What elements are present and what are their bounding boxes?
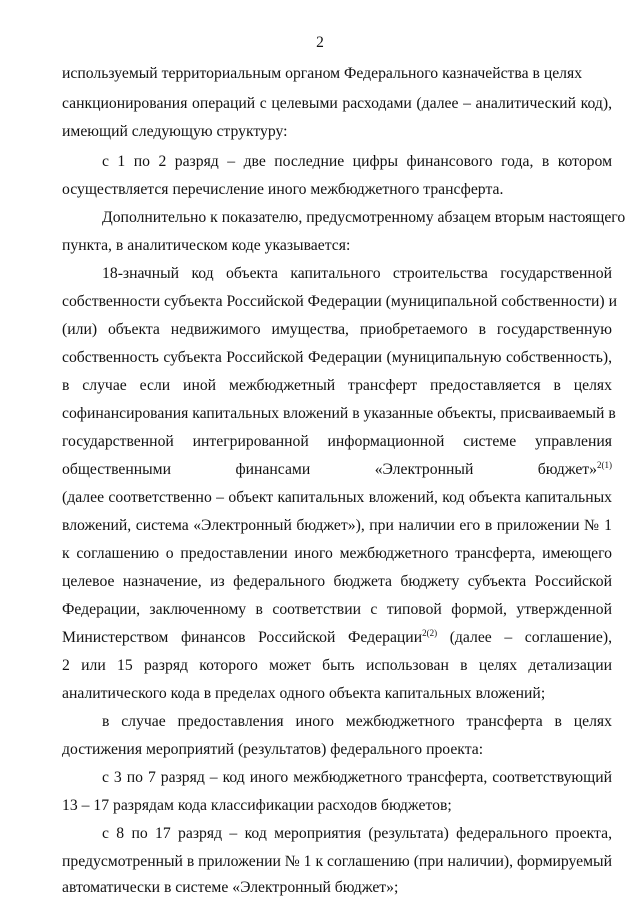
text-line: в случае если иной межбюджетный трансферт предоставляется в целях — [62, 377, 612, 394]
text-line: Федерации, заключенному в соответствии с типовой формой, утвержденной — [62, 601, 612, 618]
text-line-main: общественными финансами «Электронный бюджет» — [62, 461, 597, 478]
text-line: пункта, в аналитическом коде указывается: — [62, 237, 351, 254]
text-line: с 3 по 7 разряд – код иного межбюджетного трансферта, соответствующий — [102, 769, 612, 786]
text-line: Дополнительно к показателю, предусмотренному абзацем вторым настоящего — [102, 209, 626, 226]
text-line: софинансирования капитальных вложений в указанные объекты, присваиваемый в — [62, 405, 616, 422]
text-line: (далее соответственно – объект капитальных вложений, код объекта капитальных — [62, 489, 612, 506]
text-line: собственность субъекта Российской Федерации (муниципальную собственность), — [62, 349, 612, 366]
text-line: собственности субъекта Российской Федерации (муниципальной собственности) и — [62, 293, 617, 310]
text-line-main: Министерством финансов Российской Федерации — [62, 629, 423, 646]
text-line — [62, 628, 612, 648]
footnote-ref: 2(2) — [422, 628, 438, 638]
footnote-ref: 2(1) — [597, 460, 612, 470]
text-line: целевое назначение, из федерального бюджета бюджету субъекта Российской — [62, 573, 612, 590]
text-line: 18-значный код объекта капитального строительства государственной — [102, 265, 612, 282]
text-line: с 8 по 17 разряд – код мероприятия (результата) федерального проекта, — [102, 825, 612, 842]
text-line: достижения мероприятий (результатов) федерального проекта: — [62, 741, 484, 758]
page-number: 2 — [316, 34, 324, 51]
text-line: санкционирования операций с целевыми расходами (далее – аналитический код), — [62, 95, 612, 112]
text-line: к соглашению о предоставлении иного межбюджетного трансферта, имеющего — [62, 545, 612, 562]
text-line: предусмотренный в приложении № 1 к соглашению (при наличии), формируемый — [62, 853, 612, 870]
text-line: в случае предоставления иного межбюджетного трансферта в целях — [102, 713, 612, 730]
text-line-tail: (далее – соглашение), — [437, 629, 612, 646]
text-line: автоматически в системе «Электронный бюджет»; — [62, 879, 399, 896]
text-line — [62, 460, 612, 480]
text-line: аналитического кода в пределах одного объекта капитальных вложений; — [62, 685, 546, 702]
text-line: с 1 по 2 разряд – две последние цифры финансового года, в котором — [102, 153, 612, 170]
text-line: (или) объекта недвижимого имущества, приобретаемого в государственную — [62, 321, 612, 338]
text-line: имеющий следующую структуру: — [62, 123, 288, 140]
text-line: вложений, система «Электронный бюджет»), при наличии его в приложении № 1 — [62, 517, 612, 534]
text-line: 13 – 17 разрядам кода классификации расходов бюджетов; — [62, 797, 452, 814]
text-line: государственной интегрированной информационной системе управления — [62, 433, 612, 450]
text-line: используемый территориальным органом Федерального казначейства в целях — [62, 65, 583, 82]
text-line: осуществляется перечисление иного межбюджетного трансферта. — [62, 181, 504, 198]
text-line: 2 или 15 разряд которого может быть использован в целях детализации — [62, 657, 612, 674]
